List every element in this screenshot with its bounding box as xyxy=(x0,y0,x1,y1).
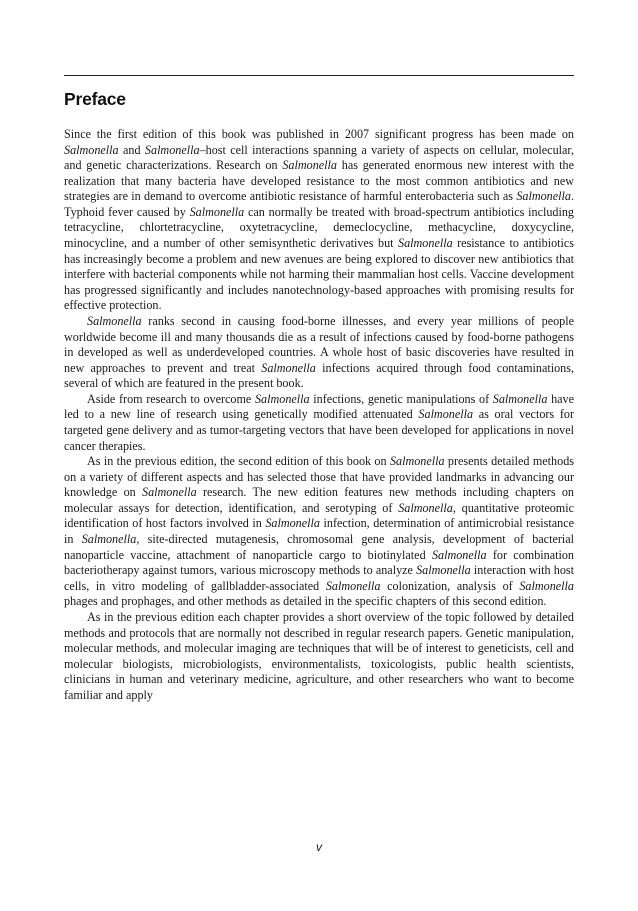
italic-term: Salmonella xyxy=(516,189,571,204)
text-run: phages and prophages, and other methods as detailed in the specific chapters of this second edition. xyxy=(64,594,547,609)
text-run: , site-directed mutagenesis, chromosomal gene analysis, development of bacterial nanoparticle vaccine, attachment of nanoparticle cargo to biotinylated xyxy=(64,532,575,562)
italic-term: Salmonella xyxy=(398,236,453,251)
text-run: –host cell interactions spanning a variety of aspects on cellular, molecular, and genetic characterizations. Research on xyxy=(64,142,574,173)
italic-term: Salmonella xyxy=(519,578,574,593)
text-run: colonization, analysis of xyxy=(380,578,520,593)
italic-term: Salmonella xyxy=(492,391,548,406)
text-run: presents detailed methods on a variety of different aspects and has selected those that have provided landmarks in advancing our knowledge on xyxy=(64,454,574,500)
text-run: As in the previous edition, the second edition of this book on xyxy=(87,454,390,469)
preface-body xyxy=(64,127,574,703)
paragraph-3 xyxy=(64,392,574,454)
text-run: Aside from research to overcome xyxy=(87,391,255,406)
italic-term: Salmonella xyxy=(87,313,142,328)
text-run: Since the first edition of this book was published in 2007 significant progress has been made on xyxy=(64,127,574,141)
italic-term: Salmonella xyxy=(265,516,320,531)
text-run: interaction with host cells, in vitro modeling of gallbladder-associated xyxy=(64,563,574,593)
text-run: , quantitative proteomic identification of host factors involved in xyxy=(64,500,574,531)
italic-term: Salmonella xyxy=(389,454,445,469)
text-run: ranks second in causing food-borne illnesses, and every year millions of people worldwide become ill and many thousands die as a result of infections caused by food-borne pathogens in developed as well as underdeveloped countries. A whole host of basic discoveries have resulted in new approaches to prevent and treat xyxy=(64,313,574,375)
text-run: As in the previous edition each chapter provides a short overview of the topic followed by detailed methods and protocols that are normally not described in regular research papers. Genetic manipulation, molecular methods, and molecular imaging are techniques that will be of interest to geneticists, cell and molecular biologists, microbiologists, environmentalists, toxicologists, public health scientists, clinicians in human and veterinary medicine, agriculture, and other researchers who want to become familiar and apply xyxy=(64,609,574,702)
text-run: have led to a new line of research using genetically modified attenuated xyxy=(64,391,574,422)
italic-term: Salmonella xyxy=(261,360,316,375)
text-run: for combination bacteriotherapy against tumors, various microscopy methods to analyze xyxy=(64,547,574,578)
page-title: Preface xyxy=(64,89,126,109)
text-run: and xyxy=(118,142,145,157)
italic-term: Salmonella xyxy=(189,204,245,219)
italic-term: Salmonella xyxy=(431,547,487,562)
italic-term: Salmonella xyxy=(325,578,381,593)
text-run: research. The new edition features new methods including chapters on molecular assays for detection, identification, and serotyping of xyxy=(64,485,574,515)
paragraph-1 xyxy=(64,127,574,314)
header-rule xyxy=(64,75,574,76)
text-run: has generated enormous new interest with the realization that many bacteria have developed resistance to the most common antibiotics and new strategies are in demand to overcome antibiotic resistance of harmful enterobacteria such as xyxy=(64,158,574,204)
text-run: infections, genetic manipulations of xyxy=(309,391,493,406)
page-number: v xyxy=(316,840,322,854)
text-run: infections acquired through food contaminations, several of which are featured in the present book. xyxy=(64,360,575,391)
text-run: . Typhoid fever caused by xyxy=(64,189,574,219)
italic-term: Salmonella xyxy=(418,407,474,422)
paragraph-2 xyxy=(64,314,574,392)
paragraph-5 xyxy=(64,610,574,703)
italic-term: Salmonella xyxy=(282,158,337,173)
italic-term: Salmonella xyxy=(142,485,197,500)
text-run: resistance to antibiotics has increasingly become a problem and new avenues are being explored to discover new antibiotics that interfere with bacterial components while not harming their mammalian host cells. Vaccine development has progressed significantly and includes nanotechnology-based approaches with promising results for effective protection. xyxy=(64,236,574,313)
text-run: infection, determination of antimicrobial resistance in xyxy=(64,516,574,547)
italic-term: Salmonella xyxy=(144,142,200,157)
paragraph-4 xyxy=(64,454,574,610)
italic-term: Salmonella xyxy=(81,532,137,547)
text-run: as oral vectors for targeted gene delivery and as tumor-targeting vectors that have been developed for applications in novel cancer therapies. xyxy=(64,407,574,453)
text-run: can normally be treated with broad-spectrum antibiotics including tetracycline, chlortetracycline, oxytetracycline, demeclocycline, methacycline, doxycycline, minocycline, and a number of other semisynthetic derivatives but xyxy=(64,204,574,251)
italic-term: Salmonella xyxy=(254,391,310,406)
italic-term: Salmonella xyxy=(64,142,119,157)
italic-term: Salmonella xyxy=(416,563,471,578)
italic-term: Salmonella xyxy=(398,500,453,515)
